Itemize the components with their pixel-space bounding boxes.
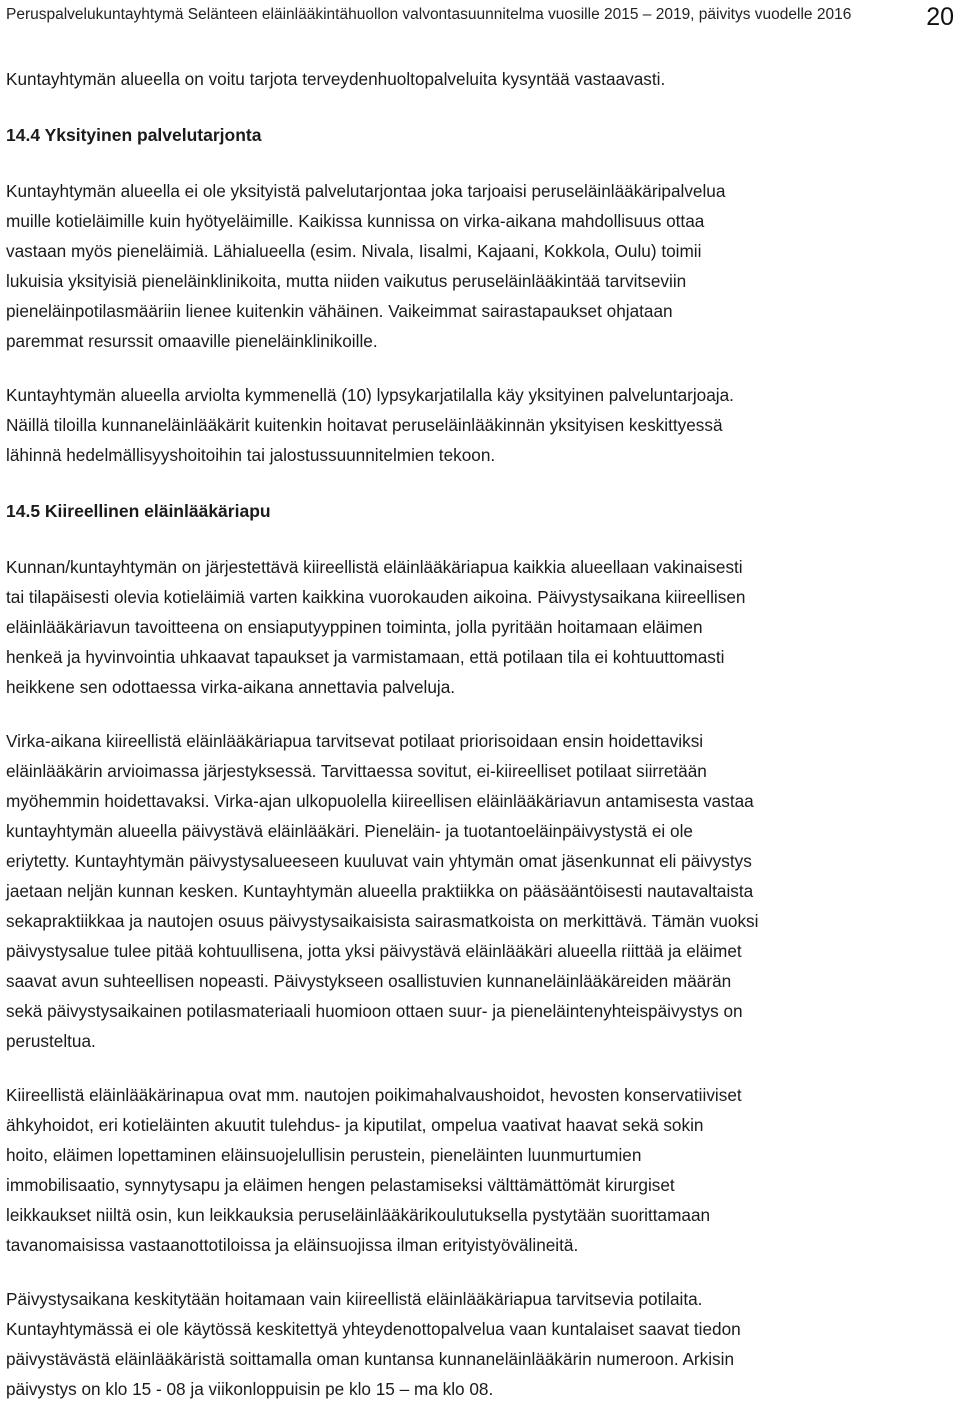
text-line: tai tilapäisesti olevia kotieläimiä varten kaikkina vuorokauden aikoina. Päivystysaikana kiireellisen bbox=[6, 587, 746, 607]
text-line: vastaan myös pieneläimiä. Lähialueella (esim. Nivala, Iisalmi, Kajaani, Kokkola, Oulu) toimii bbox=[6, 241, 702, 261]
text-line: saavat avun suhteellisen nopeasti. Päivystykseen osallistuvien kunnaneläinlääkäreiden määrän bbox=[6, 971, 732, 991]
text-line: Kunnan/kuntayhtymän on järjestettävä kiireellistä eläinlääkäriapua kaikkia alueellaan vakinaisesti bbox=[6, 557, 743, 577]
running-header bbox=[6, 3, 954, 33]
text-line: ähkyhoidot, eri kotieläinten akuutit tulehdus- ja kiputilat, ompelua vaativat haavat sekä sokin bbox=[6, 1115, 704, 1135]
text-line: heikkene sen odottaessa virka-aikana annettavia palveluja. bbox=[6, 677, 456, 697]
text-line: kuntayhtymän alueella päivystävä eläinlääkäri. Pieneläin- ja tuotantoeläinpäivystystä ei ole bbox=[6, 821, 693, 841]
paragraph-prioritization bbox=[6, 726, 954, 1056]
text-line: päivystys on klo 15 - 08 ja viikonloppuisin pe klo 15 – ma klo 08. bbox=[6, 1379, 494, 1399]
text-line: lähinnä hedelmällisyyshoitoihin tai jalostussuunnitelmien tekoon. bbox=[6, 445, 496, 465]
text-line: Kuntayhtymän alueella ei ole yksityistä palvelutarjontaa joka tarjoaisi peruseläinlääkäripalvelua bbox=[6, 181, 726, 201]
text-line: päivystävästä eläinlääkäristä soittamalla oman kuntansa kunnaneläinlääkärin numeroon. Arkisin bbox=[6, 1349, 735, 1369]
text-line: jaetaan neljän kunnan kesken. Kuntayhtymän alueella praktiikka on pääsääntöisesti nautavaltaista bbox=[6, 881, 754, 901]
text-line: eläinlääkärin arvioimassa järjestyksessä. Tarvittaessa sovitut, ei-kiireelliset potilaat siirretään bbox=[6, 761, 707, 781]
text-line: Kuntayhtymän alueella on voitu tarjota terveydenhuoltopalveluita kysyntää vastaavasti. bbox=[6, 69, 666, 89]
section-heading-14-4: 14.4 Yksityinen palvelutarjonta bbox=[6, 125, 262, 145]
text-line: muille kotieläimille kuin hyötyeläimille. Kaikissa kunnissa on virka-aikana mahdollisuus ottaa bbox=[6, 211, 705, 231]
document-body bbox=[6, 64, 954, 1404]
text-line: tavanomaisissa vastaanottotiloissa ja eläinsuojissa ilman erityistyövälineitä. bbox=[6, 1235, 579, 1255]
paragraph-duty-hours bbox=[6, 1284, 954, 1404]
header-title: Peruspalvelukuntayhtymä Selänteen eläinlääkintähuollon valvontasuunnitelma vuosille 2015 – 2019, päivitys vuodelle 2016 bbox=[6, 6, 852, 23]
text-line: henkeä ja hyvinvointia uhkaavat tapaukset ja varmistamaan, että potilaan tila ei kohtuuttomasti bbox=[6, 647, 725, 667]
intro-paragraph bbox=[6, 64, 954, 94]
page-number: 20 bbox=[926, 3, 954, 31]
paragraph-emergency-duty bbox=[6, 552, 954, 702]
text-line: Virka-aikana kiireellistä eläinlääkäriapua tarvitsevat potilaat priorisoidaan ensin hoidettaviksi bbox=[6, 731, 704, 751]
text-line: eriytetty. Kuntayhtymän päivystysalueeseen kuuluvat vain yhtymän omat jäsenkunnat eli päivystys bbox=[6, 851, 752, 871]
paragraph-dairy-farms bbox=[6, 380, 954, 470]
text-line: Päivystysaikana keskitytään hoitamaan vain kiireellistä eläinlääkäriapua tarvitsevia potilaita. bbox=[6, 1289, 703, 1309]
text-line: eläinlääkäriavun tavoitteena on ensiaputyyppinen toiminta, jolla pyritään hoitamaan eläimen bbox=[6, 617, 703, 637]
text-line: lukuisia yksityisiä pieneläinklinikoita, mutta niiden vaikutus peruseläinlääkintää tarvitseviin bbox=[6, 271, 687, 291]
text-line: hoito, eläimen lopettaminen eläinsuojelullisin perustein, pieneläinten luunmurtumien bbox=[6, 1145, 642, 1165]
text-line: sekapraktiikkaa ja nautojen osuus päivystysaikaisista sairasmatkoista on merkittävä. Tämän vuoksi bbox=[6, 911, 759, 931]
text-line: Kiireellistä eläinlääkärinapua ovat mm. nautojen poikimahalvaushoidot, hevosten konservatiiviset bbox=[6, 1085, 742, 1105]
text-line: sekä päivystysaikainen potilasmateriaali huomioon ottaen suur- ja pieneläintenyhteispäivystys on bbox=[6, 1001, 743, 1021]
text-line: Näillä tiloilla kunnaneläinlääkärit kuitenkin hoitavat peruseläinlääkinnän yksityisen keskittyessä bbox=[6, 415, 723, 435]
text-line: pieneläinpotilasmääriin lienee kuitenkin vähäinen. Vaikeimmat sairastapaukset ohjataan bbox=[6, 301, 673, 321]
text-line: myöhemmin hoidettavaksi. Virka-ajan ulkopuolella kiireellisen eläinlääkäriavun antamisesta vastaa bbox=[6, 791, 754, 811]
text-line: leikkaukset niiltä osin, kun leikkauksia peruseläinlääkärikoulutuksella pystytään suorittamaan bbox=[6, 1205, 711, 1225]
text-line: perusteltua. bbox=[6, 1031, 96, 1051]
paragraph-private-services bbox=[6, 176, 954, 356]
text-line: päivystysalue tulee pitää kohtuullisena, jotta yksi päivystävä eläinlääkäri alueella riittää ja eläimet bbox=[6, 941, 742, 961]
text-line: paremmat resurssit omaaville pieneläinklinikoille. bbox=[6, 331, 378, 351]
paragraph-emergency-examples bbox=[6, 1080, 954, 1260]
text-line: Kuntayhtymän alueella arviolta kymmenellä (10) lypsykarjatilalla käy yksityinen palveluntarjoaja. bbox=[6, 385, 734, 405]
text-line: Kuntayhtymässä ei ole käytössä keskitettyä yhteydenottopalvelua vaan kuntalaiset saavat tiedon bbox=[6, 1319, 741, 1339]
text-line: immobilisaatio, synnytysapu ja eläimen hengen pelastamiseksi välttämättömät kirurgiset bbox=[6, 1175, 675, 1195]
section-heading-14-5: 14.5 Kiireellinen eläinlääkäriapu bbox=[6, 501, 271, 521]
